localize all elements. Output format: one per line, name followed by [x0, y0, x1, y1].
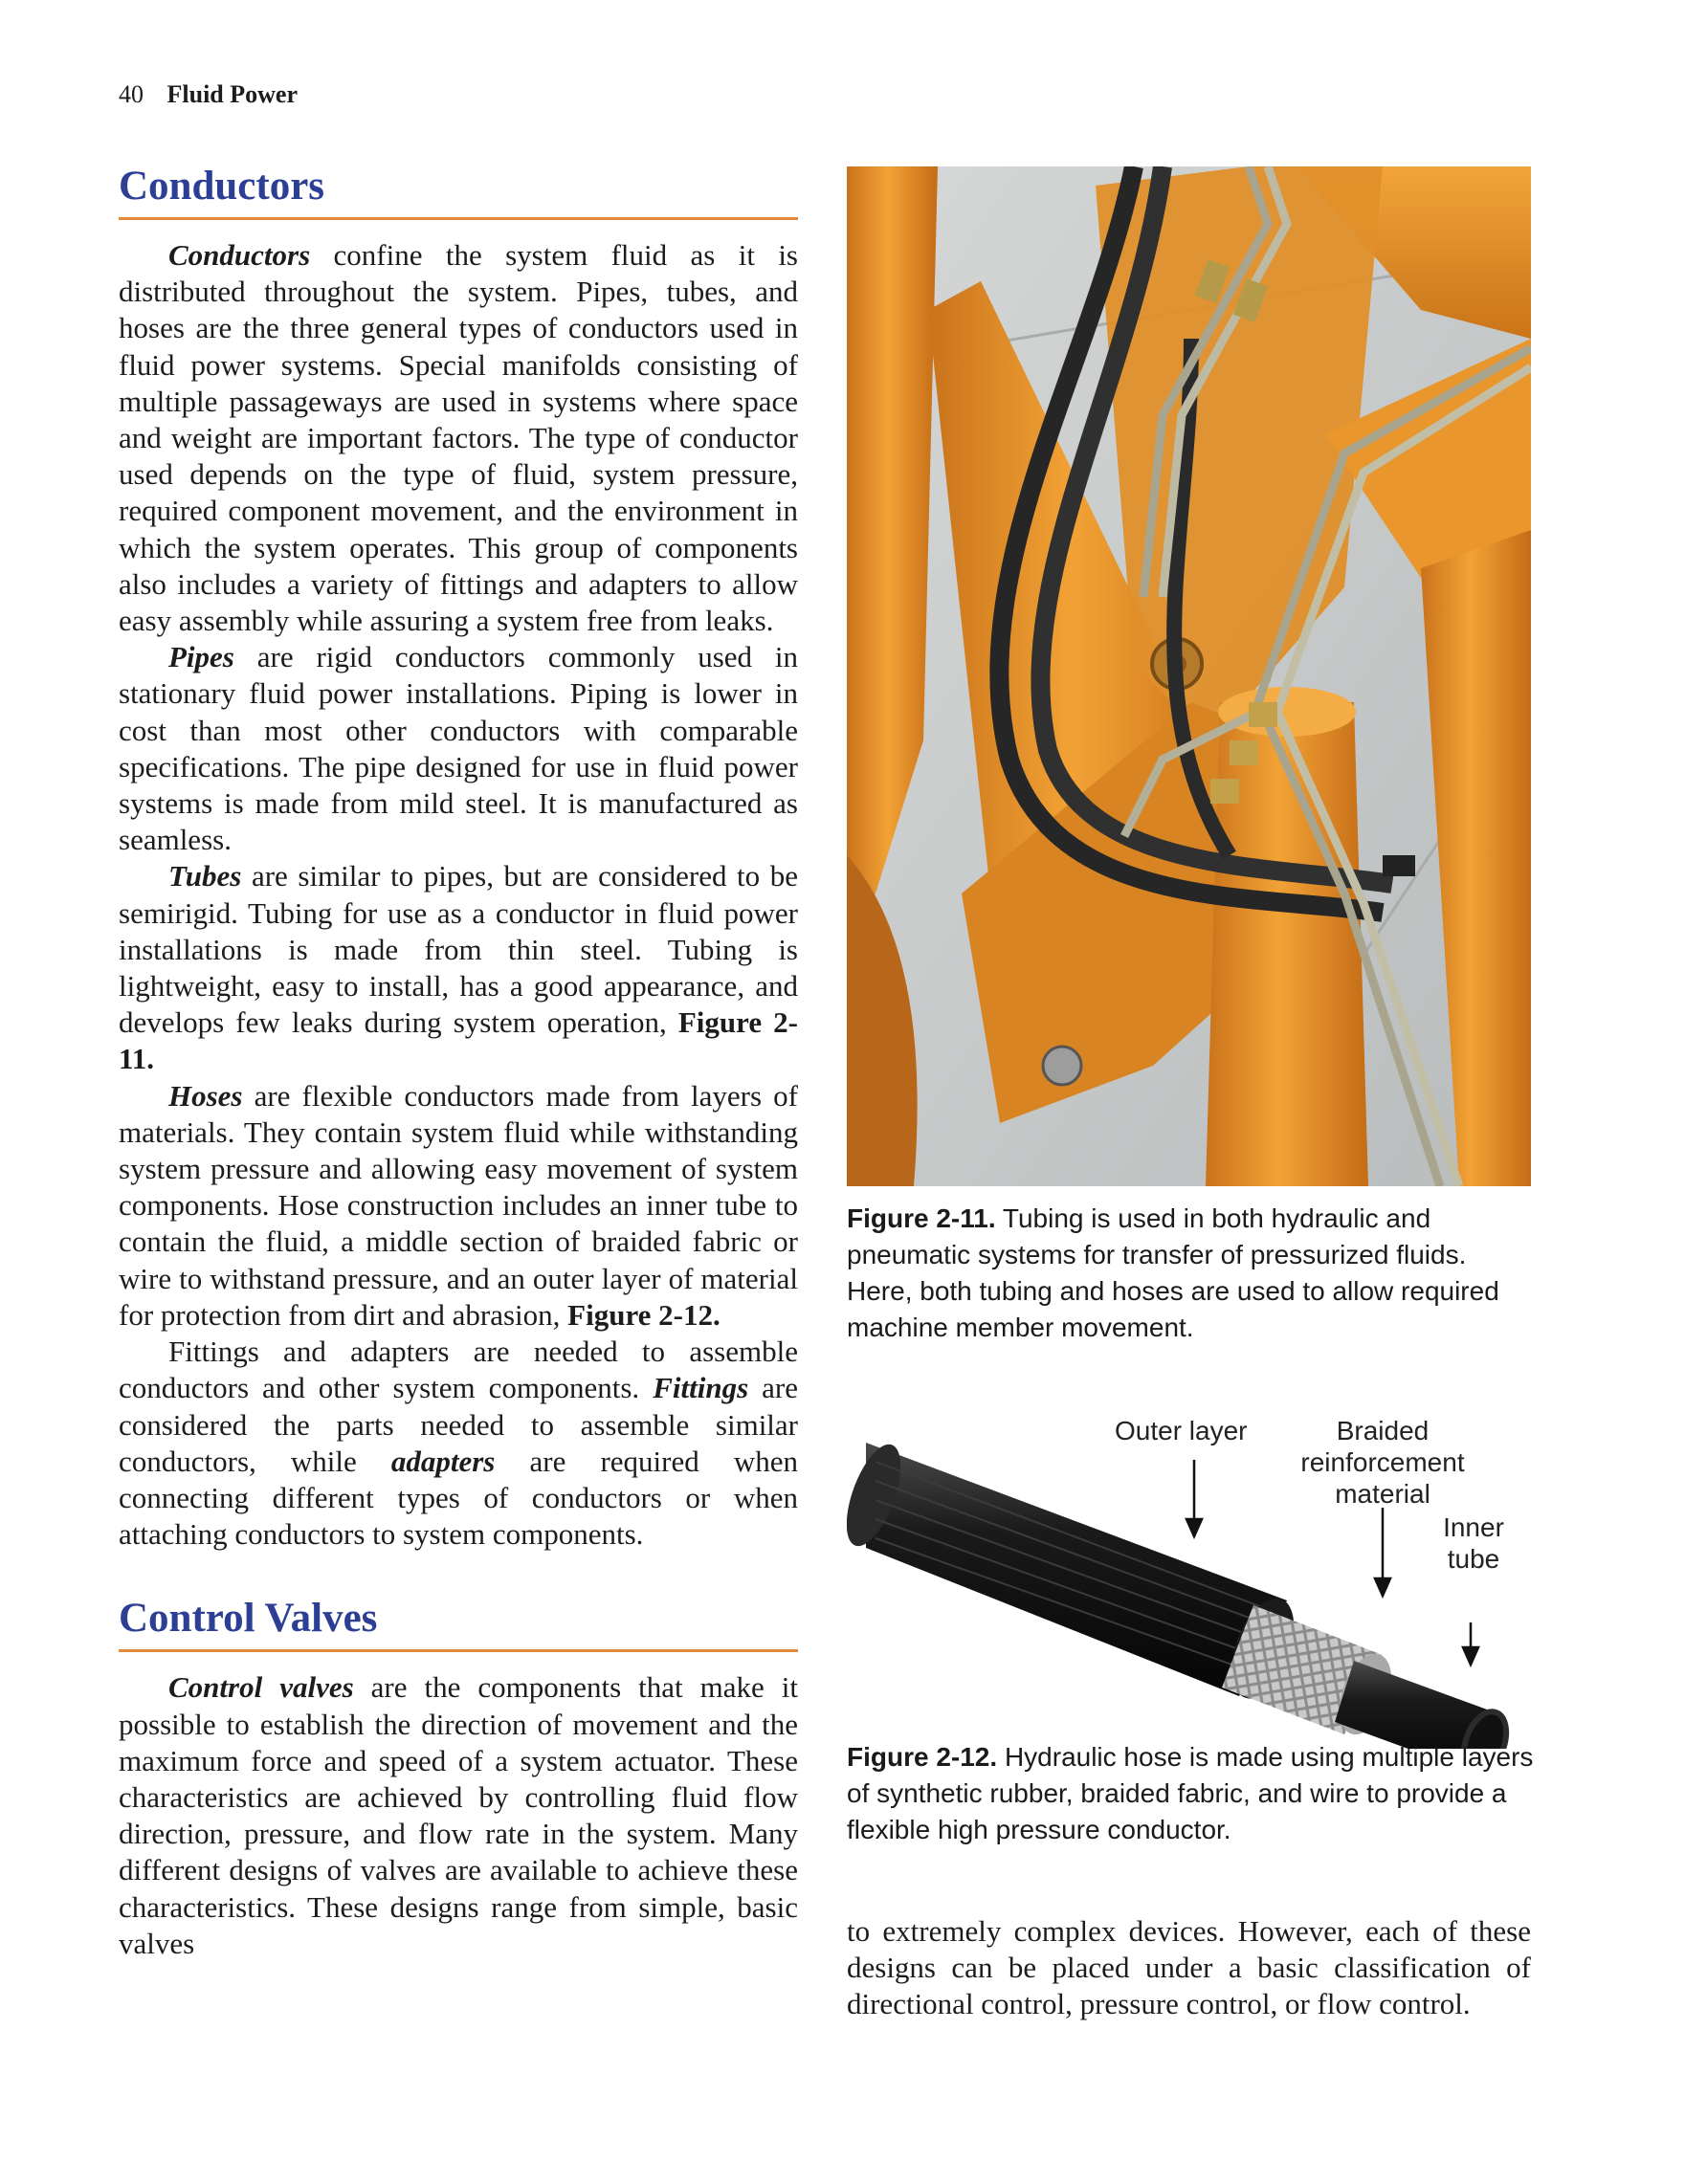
figure-2-12-hose-diagram	[847, 1404, 1531, 1749]
paragraph-fittings: Fittings and adapters are needed to assemble conductors and other system components. Fittings are considered the parts needed to assemble similar conductors, while adapters are required when connecting different types of conductors or when attaching conductors to system components.	[119, 1335, 798, 1552]
figure-2-12-label: Figure 2-12.	[847, 1742, 998, 1772]
term-tubes: Tubes	[168, 859, 242, 893]
figure-2-11-label: Figure 2-11.	[847, 1203, 996, 1233]
figure-2-11-photo	[847, 166, 1531, 1186]
label-braided-reinforcement: Braided reinforcement material	[1300, 1416, 1465, 1509]
left-column	[119, 163, 798, 1962]
term-hoses: Hoses	[168, 1078, 243, 1113]
term-fittings: Fittings	[653, 1371, 749, 1405]
label-inner-tube: Inner tube	[1443, 1512, 1504, 1574]
section-heading-control-valves: Control Valves	[119, 1595, 798, 1652]
paragraph-pipes: Pipes are rigid conductors commonly used in stationary fluid power installations. Piping is lower in cost than most other conductors with comparable specifications. The pipe designed for use in fluid power systems is made from mild steel. It is manufactured as seamless.	[119, 640, 798, 857]
term-adapters: adapters	[390, 1444, 496, 1478]
paragraph-control-valves-continued: to extremely complex devices. However, each of these designs can be placed under a basic classification of directional control, pressure control, or flow control.	[847, 1914, 1531, 2021]
term-conductors: Conductors	[168, 238, 311, 272]
running-head	[119, 80, 298, 109]
book-title: Fluid Power	[166, 80, 298, 108]
figure-2-12-caption: Figure 2-12. Hydraulic hose is made using multiple layers of synthetic rubber, braided fabric, and wire to provide a flexible high pressure conductor.	[847, 1742, 1534, 1844]
label-outer-layer: Outer layer	[1115, 1416, 1248, 1445]
right-column-text	[847, 1913, 1531, 2023]
paragraph-conductors: Conductors confine the system fluid as it is distributed throughout the system. Pipes, tubes, and hoses are the three general types of conductors used in fluid power systems. Special manifolds consisting of multiple passageways are used in systems where space and weight are important factors. The type of conductor used depends on the type of fluid, system pressure, required component movement, and the environment in which the system operates. This group of components also includes a variety of fittings and adapters to allow easy assembly while assuring a system free from leaks.	[119, 238, 798, 638]
paragraph-tubes: Tubes are similar to pipes, but are considered to be semirigid. Tubing for use as a conductor in fluid power installations is made from thin steel. Tubing is lightweight, easy to install, has a good appearance, and develops few leaks during system operation, Figure 2-11.	[119, 859, 798, 1076]
machine-hoses-illustration	[847, 166, 1531, 1186]
paragraph-control-valves: Control valves are the components that make it possible to establish the direction of movement and the maximum force and speed of a system actuator. These characteristics are achieved by controlling fluid flow direction, pressure, and flow rate in the system. Many different designs of valves are available to achieve these characteristics. These designs range from simple, basic valves	[119, 1670, 798, 1960]
term-pipes: Pipes	[168, 640, 234, 674]
figure-ref-2-12: Figure 2-12.	[567, 1297, 720, 1332]
paragraph-hoses: Hoses are flexible conductors made from layers of materials. They contain system fluid while withstanding system pressure and allowing easy movement of system components. Hose construction includes an inner tube to contain the fluid, a middle section of braided fabric or wire to withstand pressure, and an outer layer of material for protection from dirt and abrasion, Figure 2-12.	[119, 1078, 798, 1332]
term-control-valves: Control valves	[168, 1670, 354, 1705]
page-number: 40	[119, 80, 144, 108]
figure-ref-2-11: Figure 2-11.	[119, 1005, 798, 1076]
figure-2-11-caption: Figure 2-11. Tubing is used in both hydraulic and pneumatic systems for transfer of pressurized fluids. Here, both tubing and hoses are used to allow required machine member movement.	[847, 1203, 1499, 1342]
section-heading-conductors: Conductors	[119, 163, 798, 220]
